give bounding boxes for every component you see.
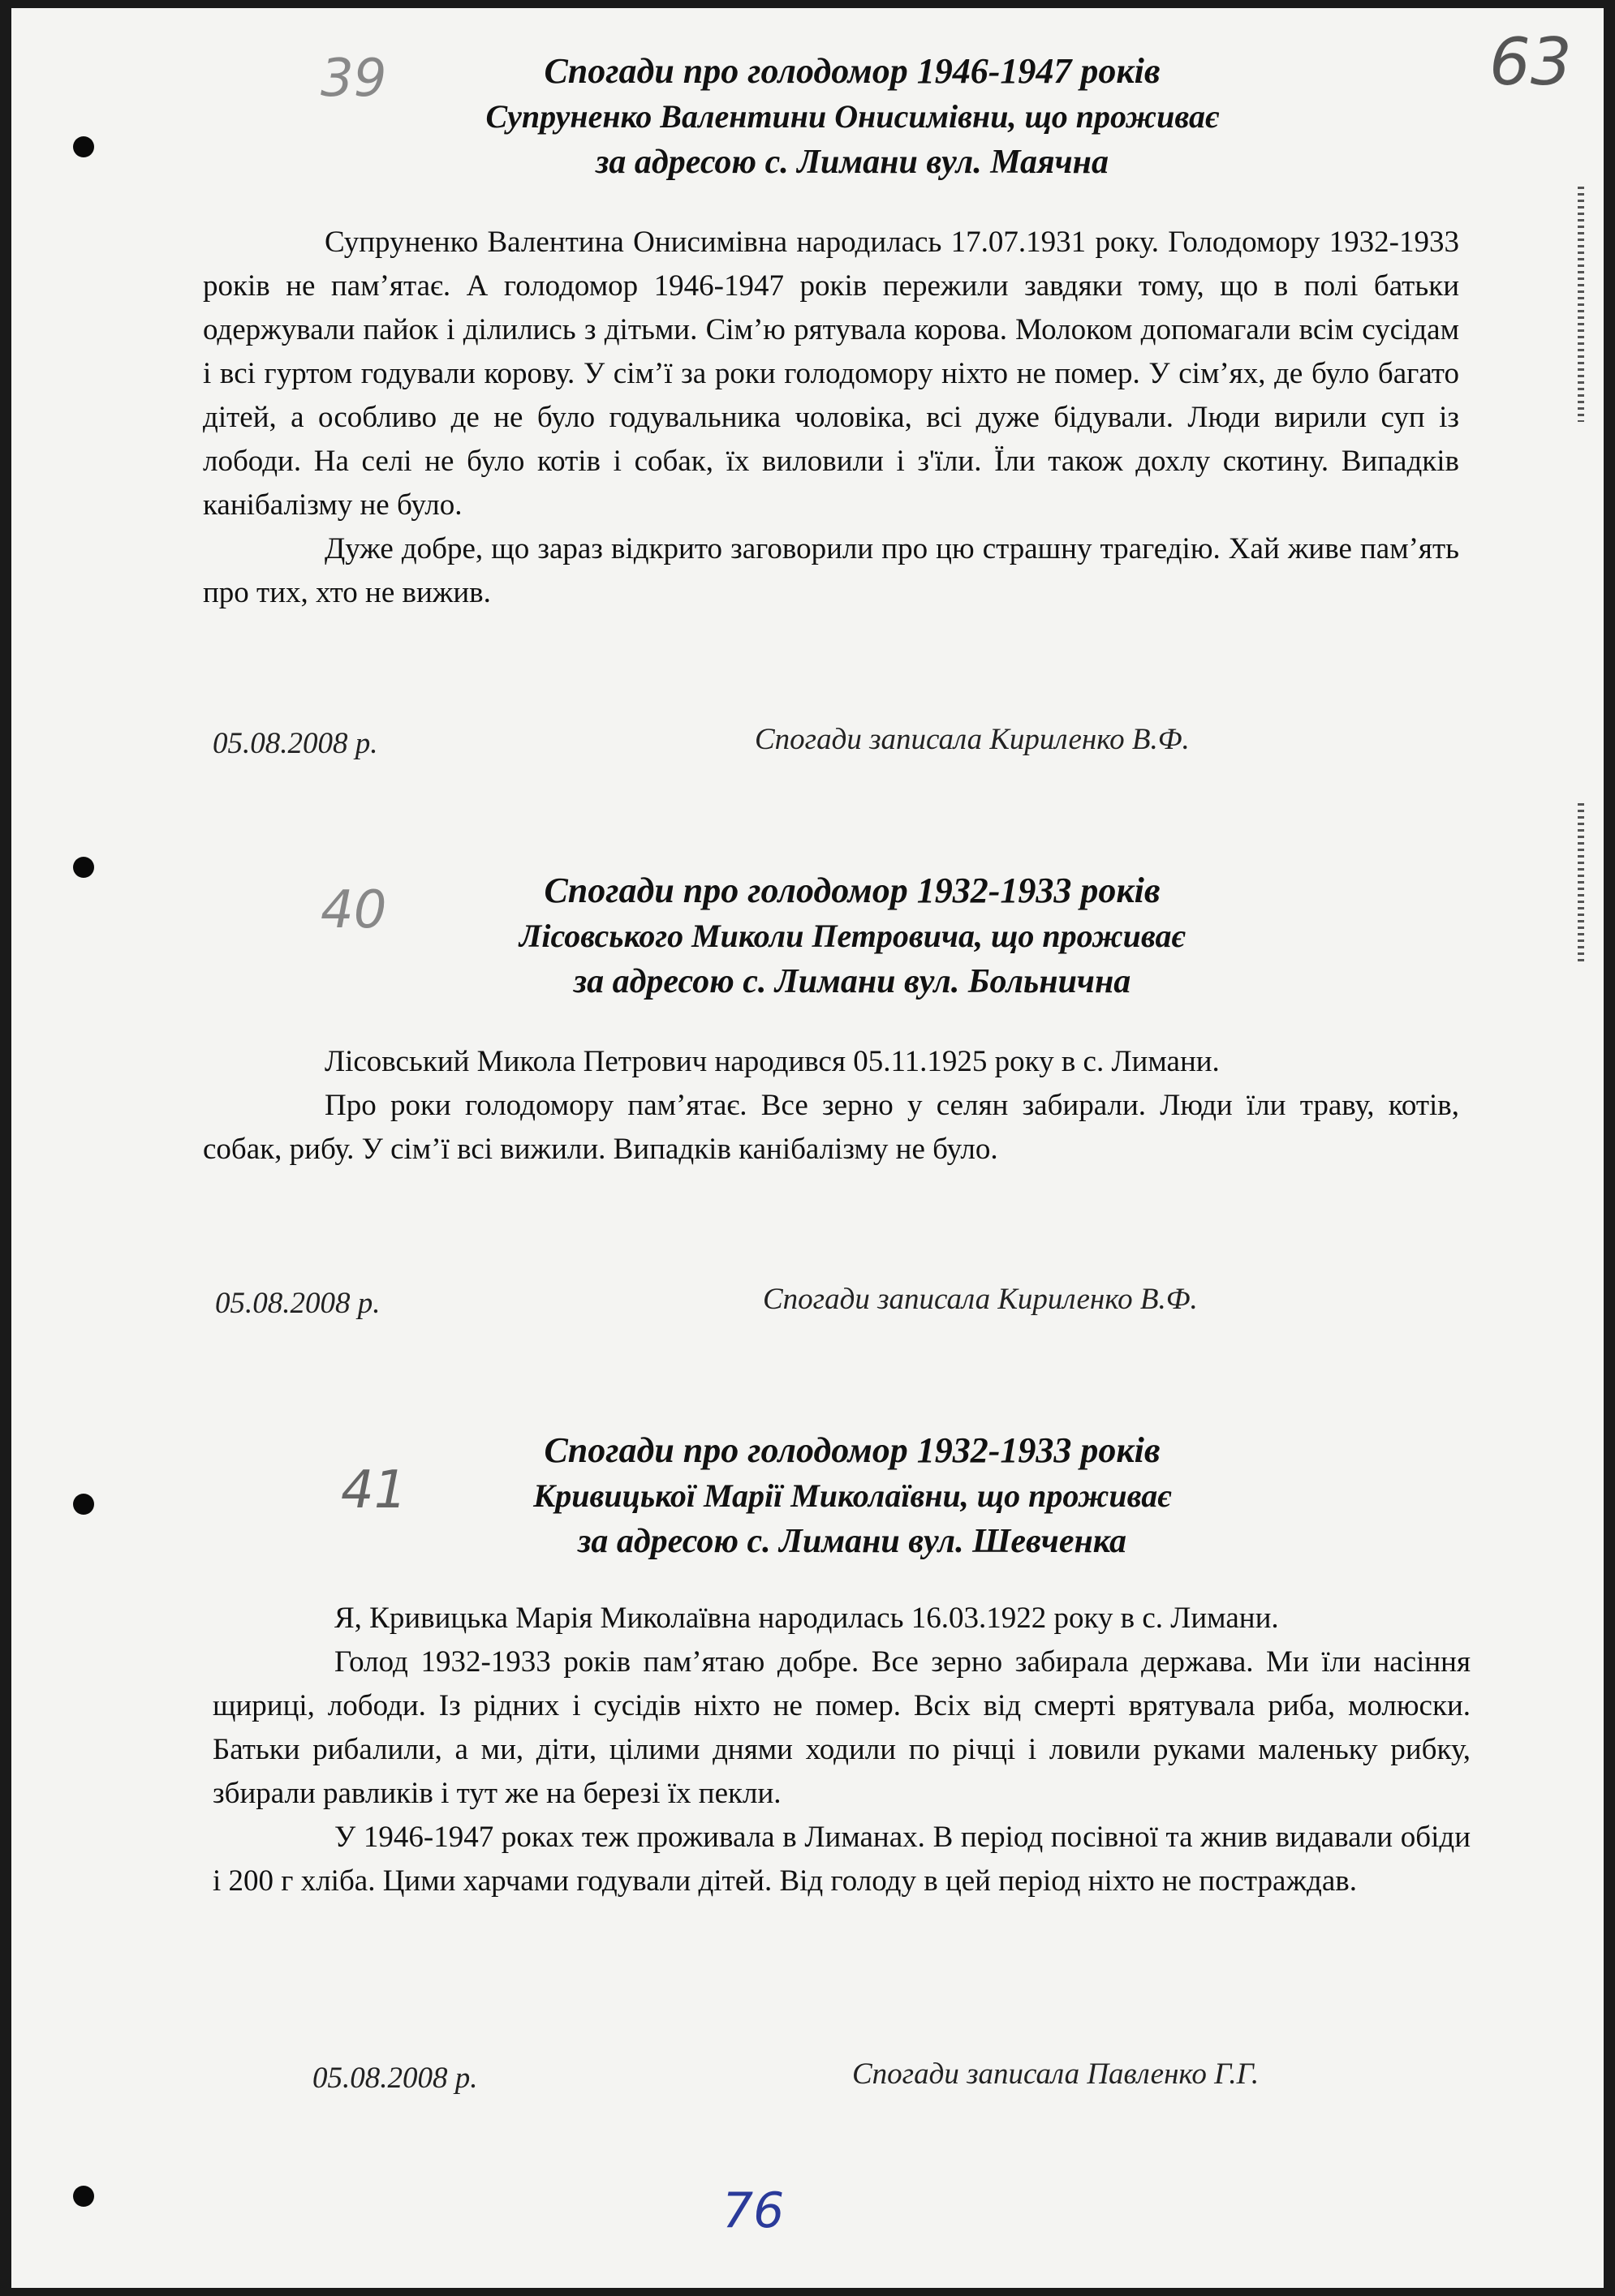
section-3-body xyxy=(213,1597,1471,1903)
punch-hole xyxy=(73,857,94,878)
handwritten-folio-number: 76 xyxy=(722,2182,785,2239)
section-3-title xyxy=(243,1428,1461,1564)
paragraph: Голод 1932-1933 років пам’ятаю добре. Все зерно забирала держава. Ми їли насіння щириці, лободи. Із рідних і сусідів ніхто не помер. Всіх від смерті врятувала риба, молюски. Батьки рибалили, а ми, діти, цілими днями ходили по річці і ловили руками маленьку рибку, збирали равликів і тут же на березі їх пекли. xyxy=(213,1645,1471,1810)
paragraph: Я, Кривицька Марія Миколаївна народилась 16.03.1922 року в с. Лимани. xyxy=(334,1602,1279,1635)
paragraph: У 1946-1947 роках теж проживала в Лиманах. В період посівної та жнив видавали обіди і 200 г хліба. Цими харчами годували дітей. Від голоду в цей період ніхто не постраждав. xyxy=(213,1821,1471,1898)
section-2-body xyxy=(203,1040,1459,1172)
date: 05.08.2008 р. xyxy=(215,1287,381,1320)
title-line: за адресою с. Лимани вул. Больнична xyxy=(573,963,1131,1000)
date: 05.08.2008 р. xyxy=(312,2062,478,2095)
section-1-title xyxy=(243,49,1461,185)
punch-hole xyxy=(73,1494,94,1515)
recorded-by: Спогади записала Кириленко В.Ф. xyxy=(755,723,1190,756)
punch-hole xyxy=(73,2186,94,2207)
title-line: Спогади про голодомор 1946-1947 років xyxy=(544,51,1161,91)
date: 05.08.2008 р. xyxy=(213,727,378,760)
title-line: Спогади про голодомор 1932-1933 років xyxy=(544,1430,1161,1470)
paragraph: Про роки голодомору пам’ятає. Все зерно у селян забирали. Люди їли траву, котів, собак, рибу. У сім’ї всі вижили. Випадків канібалізму не було. xyxy=(203,1089,1459,1166)
title-line: за адресою с. Лимани вул. Маячна xyxy=(596,144,1109,181)
title-line: Кривицької Марії Миколаївни, що проживає xyxy=(533,1477,1171,1514)
section-2-title xyxy=(243,868,1461,1004)
recorded-by: Спогади записала Павленко Г.Г. xyxy=(852,2057,1260,2091)
punch-hole xyxy=(73,136,94,157)
handwritten-page-number: 63 xyxy=(1489,24,1572,100)
title-line: Лісовського Миколи Петровича, що проживає xyxy=(519,918,1186,954)
handwritten-entry-number: 40 xyxy=(321,880,387,940)
recorded-by: Спогади записала Кириленко В.Ф. xyxy=(763,1283,1198,1316)
title-line: за адресою с. Лимани вул. Шевченка xyxy=(577,1523,1127,1560)
title-line: Спогади про голодомор 1932-1933 років xyxy=(544,871,1161,910)
handwritten-entry-number: 41 xyxy=(341,1460,407,1520)
page-edge-marks xyxy=(1578,803,1584,965)
paragraph: Лісовський Микола Петрович народився 05.11.1925 року в с. Лимани. xyxy=(325,1045,1220,1078)
handwritten-entry-number: 39 xyxy=(321,49,387,109)
paragraph: Дуже добре, що зараз відкрито заговорили про цю страшну трагедію. Хай живе пам’ять про тих, хто не вижив. xyxy=(203,532,1459,609)
page-edge-marks xyxy=(1578,187,1584,422)
section-1-body xyxy=(203,221,1459,615)
title-line: Супруненко Валентини Онисимівни, що проживає xyxy=(485,98,1219,135)
paragraph: Супруненко Валентина Онисимівна народилась 17.07.1931 року. Голодомору 1932-1933 років не пам’ятає. А голодомор 1946-1947 років пережили завдяки тому, що в полі батьки одержували пайок і ділились з дітьми. Сім’ю рятувала корова. Молоком допомагали всім сусідам і всі гуртом годували корову. У сім’ї за роки голодомору ніхто не помер. У сім’ях, де було багато дітей, а особливо де не було годувальника чоловіка, всі дуже бідували. Люди вирили суп із лободи. На селі не було котів і собак, їх виловили і з'їли. Їли також дохлу скотину. Випадків канібалізму не було. xyxy=(203,226,1459,522)
